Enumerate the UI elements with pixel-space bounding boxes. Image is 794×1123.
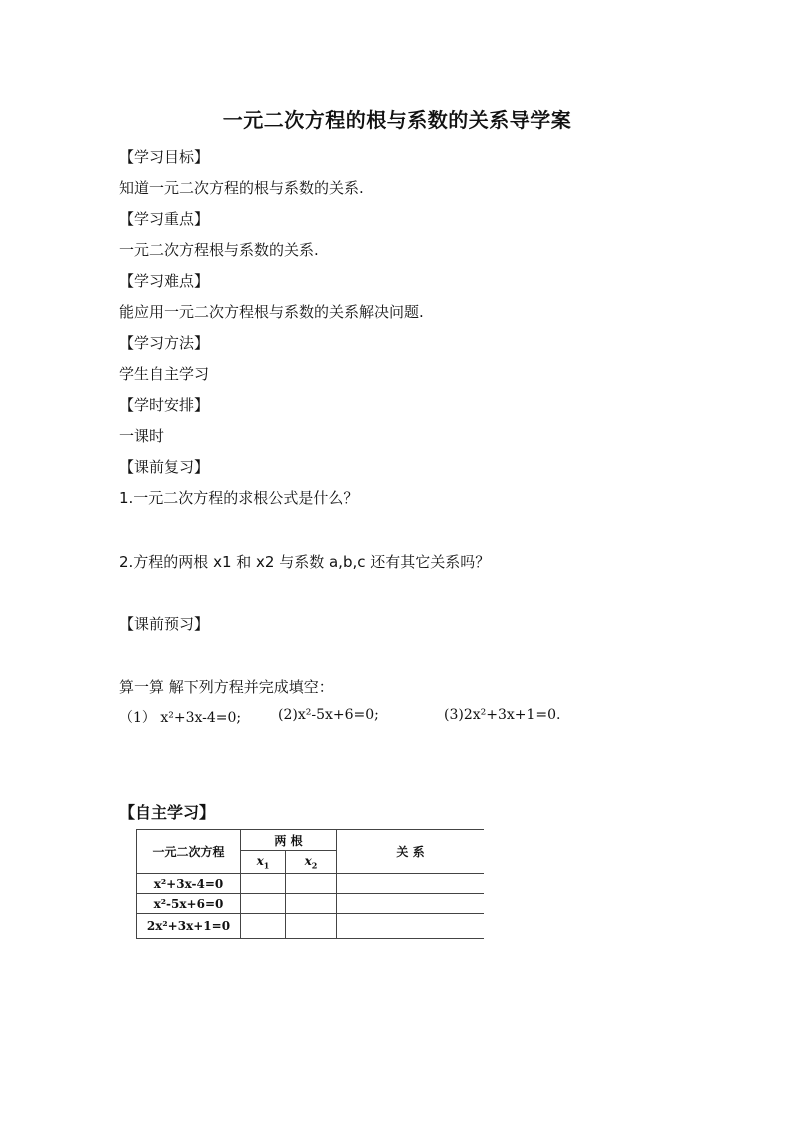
goal-heading: 【学习目标】: [119, 148, 210, 166]
x2-cell: [286, 914, 337, 939]
header-relation: 关 系: [337, 830, 485, 874]
self-study-heading: 【自主学习】: [119, 803, 216, 822]
goal-text: 知道一元二次方程的根与系数的关系.: [119, 179, 364, 197]
review-question-2: 2.方程的两根 x1 和 x2 与系数 a,b,c 还有其它关系吗？: [119, 553, 491, 571]
method-text: 学生自主学习: [119, 365, 210, 383]
equation-1: （1） x²+3x-4=0;: [119, 710, 242, 726]
row-equation: 2x²+3x+1=0: [137, 914, 241, 939]
review-heading: 【课前复习】: [119, 458, 210, 476]
schedule-text: 一课时: [119, 427, 165, 445]
focus-heading: 【学习重点】: [119, 210, 210, 228]
preview-heading: 【课前预习】: [119, 615, 210, 633]
focus-text: 一元二次方程根与系数的关系.: [119, 241, 319, 259]
header-x2: $x_2$: [286, 851, 337, 874]
header-roots: 两 根: [241, 830, 337, 851]
table-row: [137, 874, 485, 894]
review-question-1: 1.一元二次方程的求根公式是什么？: [119, 489, 359, 507]
x1-cell: [241, 914, 286, 939]
relation-cell: [337, 914, 485, 939]
row-equation: x²-5x+6=0: [137, 894, 241, 914]
x1-cell: [241, 874, 286, 894]
equation-3: (3)2x²+3x+1=0.: [444, 707, 561, 723]
roots-relation-table: [136, 829, 484, 939]
relation-cell: [337, 894, 485, 914]
difficulty-heading: 【学习难点】: [119, 272, 210, 290]
schedule-heading: 【学时安排】: [119, 396, 210, 414]
page-title: 一元二次方程的根与系数的关系导学案: [222, 108, 572, 132]
method-heading: 【学习方法】: [119, 334, 210, 352]
x1-cell: [241, 894, 286, 914]
difficulty-text: 能应用一元二次方程根与系数的关系解决问题.: [119, 303, 424, 321]
x2-cell: [286, 874, 337, 894]
preview-task: 算一算 解下列方程并完成填空：: [119, 678, 334, 696]
x2-cell: [286, 894, 337, 914]
header-x1: $x_1$: [241, 851, 286, 874]
equation-2: (2)x²-5x+6=0;: [278, 707, 379, 723]
relation-cell: [337, 874, 485, 894]
row-equation: x²+3x-4=0: [137, 874, 241, 894]
table-row: [137, 894, 485, 914]
header-equation: 一元二次方程: [137, 830, 241, 874]
table-row: [137, 914, 485, 939]
